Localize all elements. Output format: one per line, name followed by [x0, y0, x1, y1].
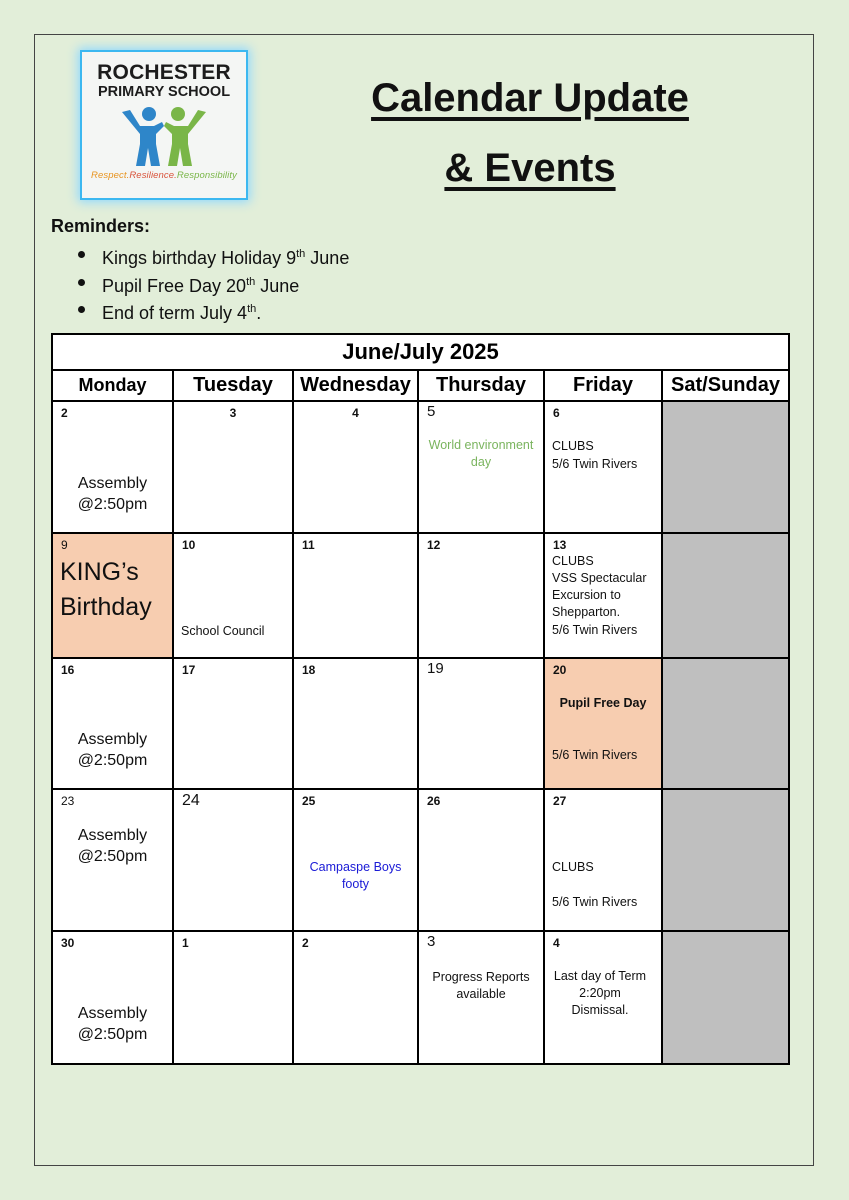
day-header-wednesday: Wednesday	[293, 370, 418, 401]
event-text: KING’s	[60, 558, 139, 586]
day-number: 23	[61, 794, 75, 808]
day-number: 4	[553, 936, 560, 950]
reminders-list	[78, 242, 349, 325]
day-number: 2	[302, 936, 309, 950]
day-number: 3	[427, 933, 436, 950]
weekend-cell	[662, 931, 789, 1064]
day-number: 25	[302, 794, 316, 808]
event-text: 5/6 Twin Rivers	[552, 623, 638, 637]
day-header-tuesday: Tuesday	[173, 370, 293, 401]
calendar-table	[51, 333, 790, 1065]
day-cell-holiday	[52, 533, 173, 658]
day-cell	[52, 789, 173, 931]
day-cell	[52, 658, 173, 789]
day-number: 26	[427, 794, 441, 808]
day-number: 19	[427, 660, 444, 677]
children-figures-icon	[118, 104, 210, 168]
day-cell	[544, 931, 662, 1064]
event-text: CLUBS	[552, 860, 594, 874]
day-number: 16	[61, 663, 75, 677]
day-number: 17	[182, 663, 196, 677]
event-text: Assembly @2:50pm	[77, 1005, 148, 1043]
event-text: VSS Spectacular	[552, 571, 647, 585]
event-text: Shepparton.	[552, 605, 621, 619]
list-item: Kings birthday Holiday 9th June	[78, 242, 349, 270]
day-cell	[418, 533, 544, 658]
logo-school-subtitle: PRIMARY SCHOOL	[97, 84, 231, 100]
weekend-cell	[662, 533, 789, 658]
day-cell	[293, 533, 418, 658]
day-cell	[52, 401, 173, 533]
event-text: Assembly @2:50pm	[77, 827, 148, 865]
day-cell	[173, 401, 293, 533]
event-text: Last day of Term 2:20pm Dismissal.	[553, 969, 647, 1017]
day-number: 2	[61, 406, 68, 420]
day-number: 11	[302, 538, 315, 552]
day-cell	[52, 931, 173, 1064]
day-cell	[293, 658, 418, 789]
event-text: Assembly @2:50pm	[77, 731, 148, 769]
day-number: 10	[182, 538, 196, 552]
weekend-cell	[662, 789, 789, 931]
day-number: 4	[352, 406, 359, 420]
day-cell	[173, 658, 293, 789]
day-number: 9	[61, 538, 68, 552]
day-cell	[293, 789, 418, 931]
page-subtitle: & Events	[444, 146, 616, 190]
day-number: 5	[427, 403, 436, 420]
event-text: 5/6 Twin Rivers	[552, 457, 638, 471]
day-number: 12	[427, 538, 441, 552]
page-title: Calendar Update	[371, 76, 689, 120]
day-cell	[293, 931, 418, 1064]
day-cell	[418, 401, 544, 533]
day-cell	[418, 789, 544, 931]
calendar-title: June/July 2025	[52, 334, 789, 370]
event-text: World environment day	[428, 438, 534, 469]
day-cell	[544, 789, 662, 931]
weekend-cell	[662, 658, 789, 789]
event-text: Pupil Free Day	[559, 696, 647, 710]
day-cell-holiday	[544, 658, 662, 789]
day-number: 30	[61, 936, 75, 950]
event-text: 5/6 Twin Rivers	[552, 895, 638, 909]
event-text: Birthday	[60, 593, 152, 621]
day-header-weekend: Sat/Sunday	[662, 370, 789, 401]
day-cell	[418, 658, 544, 789]
weekend-cell	[662, 401, 789, 533]
day-cell	[293, 401, 418, 533]
day-number: 18	[302, 663, 316, 677]
day-number: 3	[229, 406, 237, 420]
event-text: School Council	[181, 624, 265, 638]
event-text: Assembly @2:50pm	[77, 475, 148, 513]
day-cell	[418, 931, 544, 1064]
event-text: Campaspe Boys footy	[309, 860, 402, 891]
list-item: Pupil Free Day 20th June	[78, 270, 349, 298]
day-cell	[173, 931, 293, 1064]
school-logo	[82, 52, 246, 198]
day-cell	[173, 533, 293, 658]
day-header-monday: Monday	[52, 370, 173, 401]
day-header-thursday: Thursday	[418, 370, 544, 401]
day-number: 27	[553, 794, 567, 808]
event-text: CLUBS	[552, 439, 594, 453]
day-cell	[544, 533, 662, 658]
day-number: 24	[182, 792, 200, 809]
day-cell	[544, 401, 662, 533]
list-item: End of term July 4th.	[78, 297, 349, 325]
logo-school-name: ROCHESTER	[97, 61, 231, 84]
day-number: 1	[182, 936, 189, 950]
day-number: 20	[553, 663, 567, 677]
event-text: Excursion to	[552, 588, 621, 602]
event-text: Progress Reports available	[432, 970, 530, 1001]
event-text: 5/6 Twin Rivers	[552, 748, 638, 762]
day-number: 6	[553, 406, 560, 420]
logo-tagline: Respect.Resilience.Responsibility	[91, 170, 237, 181]
day-cell	[173, 789, 293, 931]
event-text: CLUBS	[552, 554, 594, 568]
day-number: 13	[553, 538, 567, 552]
reminders-heading: Reminders:	[51, 216, 151, 236]
day-header-friday: Friday	[544, 370, 662, 401]
